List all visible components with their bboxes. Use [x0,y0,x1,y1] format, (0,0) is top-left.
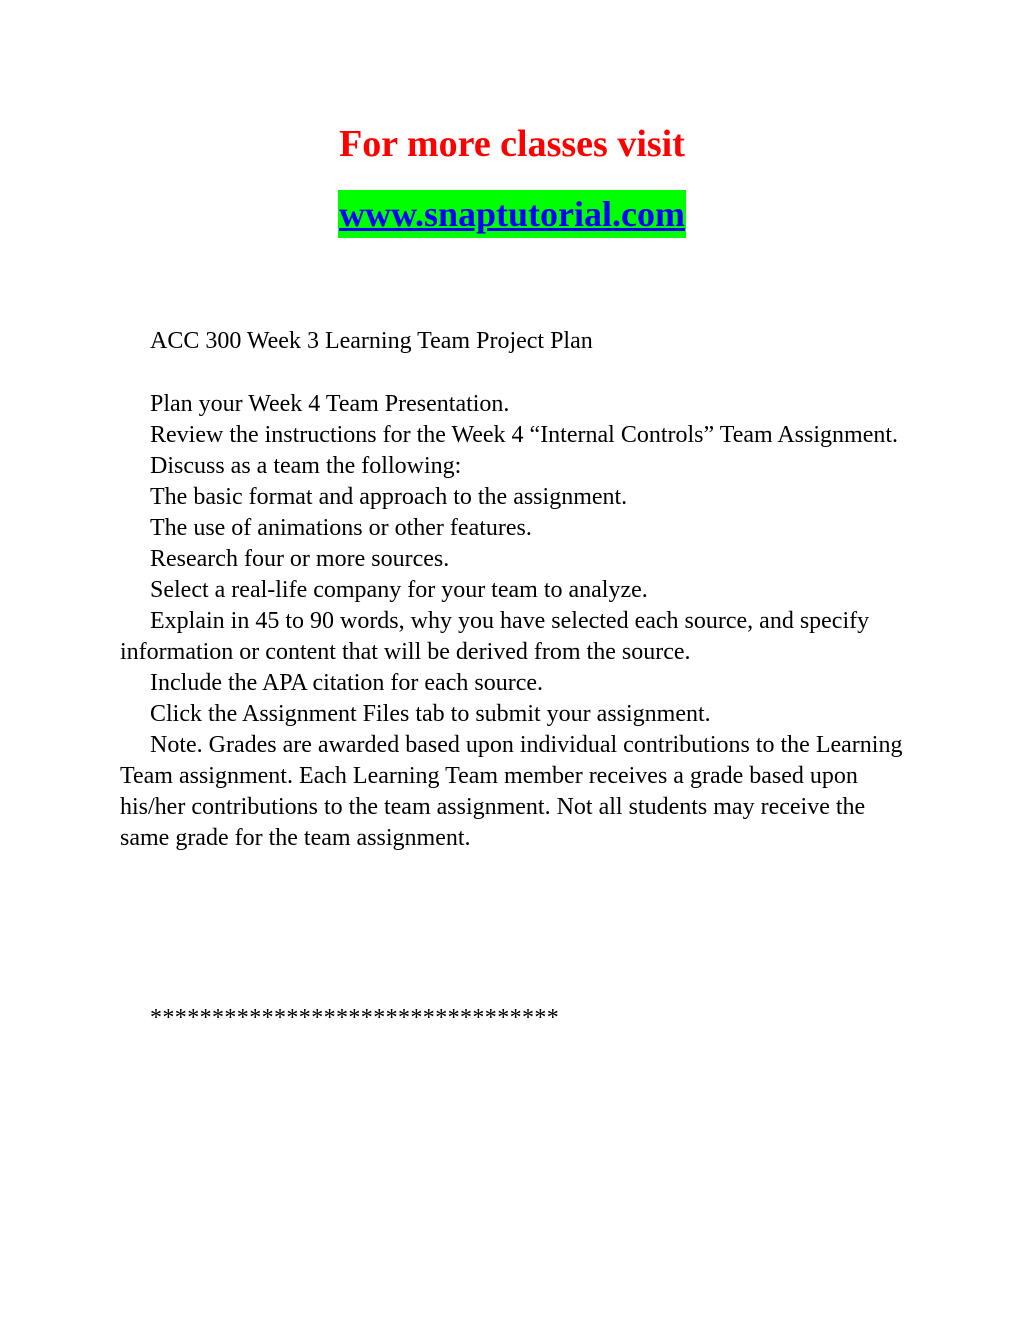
separator-stars: ********************************* [150,1005,560,1031]
paragraph-plan: Plan your Week 4 Team Presentation. [150,391,510,417]
paragraph-note: Note. Grades are awarded based upon individual contributions to the Learning Team assignment. Each Learning Team member receives a grade based upon his/her contributions to the team assignment. Not all students may receive the same grade for the team assignment. [120,732,903,851]
promo-link-container [0,190,1024,238]
promo-website-link[interactable]: www.snaptutorial.com [338,190,686,238]
promo-heading: For more classes visit [339,123,685,165]
document-body [120,389,910,854]
paragraph-submit: Click the Assignment Files tab to submit your assignment. [150,701,711,727]
document-title: ACC 300 Week 3 Learning Team Project Plan [150,328,593,354]
paragraph-research: Research four or more sources. [150,546,450,572]
paragraph-format: The basic format and approach to the assignment. [150,484,628,510]
paragraph-citation: Include the APA citation for each source. [150,670,543,696]
paragraph-discuss: Discuss as a team the following: [150,453,462,479]
paragraph-animations: The use of animations or other features. [150,515,532,541]
paragraph-company: Select a real-life company for your team to analyze. [150,577,648,603]
paragraph-review: Review the instructions for the Week 4 “Internal Controls” Team Assignment. [150,422,899,448]
paragraph-explain: Explain in 45 to 90 words, why you have selected each source, and specify information or content that will be derived from the source. [120,608,870,665]
